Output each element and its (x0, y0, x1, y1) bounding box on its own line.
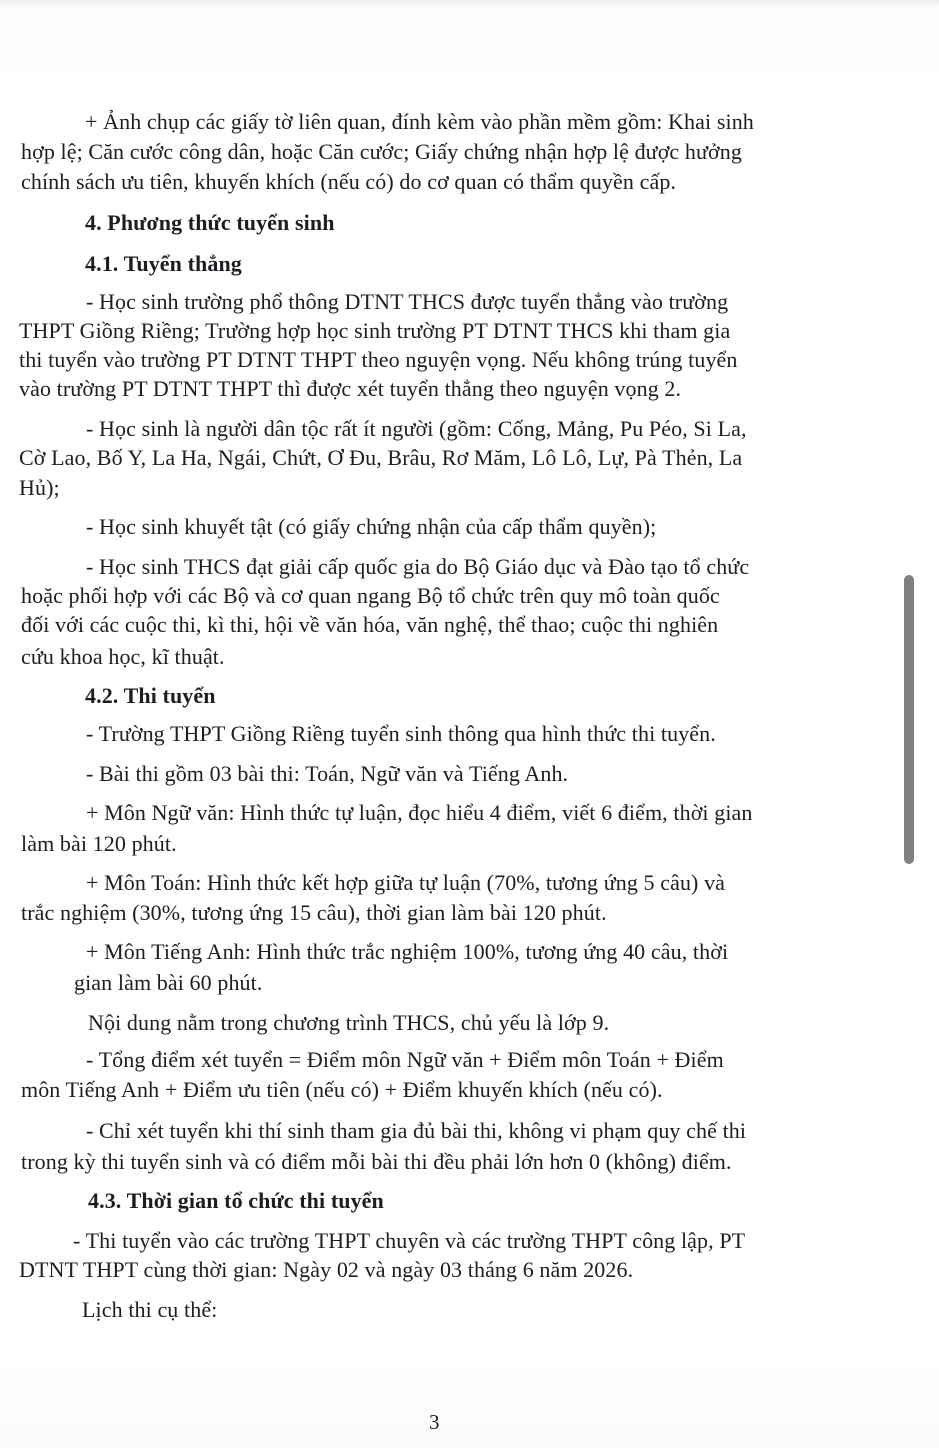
page-top-edge (0, 0, 939, 8)
text-line: hợp lệ; Căn cước công dân, hoặc Căn cước; Giấy chứng nhận hợp lệ được hưởng (21, 139, 742, 164)
text-line: làm bài 120 phút. (21, 831, 177, 856)
vertical-scrollbar-thumb[interactable] (904, 575, 914, 864)
text-line: - Bài thi gồm 03 bài thi: Toán, Ngữ văn và Tiếng Anh. (86, 761, 569, 786)
text-line: DTNT THPT cùng thời gian: Ngày 02 và ngày 03 tháng 6 năm 2026. (19, 1257, 634, 1282)
text-line: Lịch thi cụ thể: (82, 1297, 218, 1322)
text-line: cứu khoa học, kĩ thuật. (21, 644, 225, 669)
subsection-heading: 4.3. Thời gian tổ chức thi tuyển (88, 1188, 384, 1213)
text-line: gian làm bài 60 phút. (74, 970, 263, 995)
text-line: - Học sinh khuyết tật (có giấy chứng nhận của cấp thẩm quyền); (86, 514, 657, 539)
text-line: Cờ Lao, Bố Y, La Ha, Ngái, Chứt, Ơ Đu, Brâu, Rơ Măm, Lô Lô, Lự, Pà Thẻn, La (19, 445, 743, 470)
text-line: chính sách ưu tiên, khuyến khích (nếu có) do cơ quan có thẩm quyền cấp. (21, 169, 677, 194)
text-line: đối với các cuộc thi, kì thi, hội về văn hóa, văn nghệ, thể thao; cuộc thi nghiên (21, 612, 719, 637)
text-line: - Chỉ xét tuyển khi thí sinh tham gia đủ bài thi, không vi phạm quy chế thi (86, 1118, 747, 1143)
text-line: + Môn Toán: Hình thức kết hợp giữa tự luận (70%, tương ứng 5 câu) và (86, 870, 726, 895)
text-line: - Tổng điểm xét tuyển = Điểm môn Ngữ văn + Điểm môn Toán + Điểm (86, 1047, 724, 1072)
text-line: hoặc phối hợp với các Bộ và cơ quan ngang Bộ tổ chức trên quy mô toàn quốc (21, 583, 720, 608)
text-line: vào trường PT DTNT THPT thì được xét tuyển thẳng theo nguyện vọng 2. (19, 376, 682, 401)
text-line: Hủ); (19, 475, 60, 500)
text-line: + Môn Ngữ văn: Hình thức tự luận, đọc hiểu 4 điểm, viết 6 điểm, thời gian (86, 800, 753, 825)
text-line: + Môn Tiếng Anh: Hình thức trắc nghiệm 100%, tương ứng 40 câu, thời (86, 939, 729, 964)
text-line: Nội dung nằm trong chương trình THCS, chủ yếu là lớp 9. (88, 1010, 610, 1035)
text-line: - Thi tuyển vào các trường THPT chuyên và các trường THPT công lập, PT (73, 1228, 746, 1253)
text-line: - Trường THPT Giồng Riềng tuyển sinh thông qua hình thức thi tuyển. (86, 721, 716, 746)
text-line: trắc nghiệm (30%, tương ứng 15 câu), thời gian làm bài 120 phút. (21, 900, 607, 925)
text-line: + Ảnh chụp các giấy tờ liên quan, đính kèm vào phần mềm gồm: Khai sinh (85, 109, 754, 134)
text-line: - Học sinh THCS đạt giải cấp quốc gia do Bộ Giáo dục và Đào tạo tổ chức (86, 554, 750, 579)
text-line: - Học sinh trường phổ thông DTNT THCS được tuyển thẳng vào trường (86, 289, 729, 314)
subsection-heading: 4.1. Tuyển thẳng (85, 251, 242, 276)
section-heading: 4. Phương thức tuyển sinh (85, 210, 335, 235)
subsection-heading: 4.2. Thi tuyển (85, 683, 216, 708)
text-line: thi tuyển vào trường PT DTNT THPT theo nguyện vọng. Nếu không trúng tuyển (19, 347, 738, 372)
text-line: môn Tiếng Anh + Điểm ưu tiên (nếu có) + Điểm khuyến khích (nếu có). (21, 1077, 663, 1102)
text-line: trong kỳ thi tuyển sinh và có điểm mỗi bài thi đều phải lớn hơn 0 (không) điểm. (21, 1149, 732, 1174)
page-number: 3 (429, 1410, 440, 1434)
text-line: THPT Giồng Riềng; Trường hợp học sinh trường PT DTNT THCS khi tham gia (19, 318, 731, 343)
text-line: - Học sinh là người dân tộc rất ít người (gồm: Cống, Mảng, Pu Péo, Si La, (86, 416, 747, 441)
